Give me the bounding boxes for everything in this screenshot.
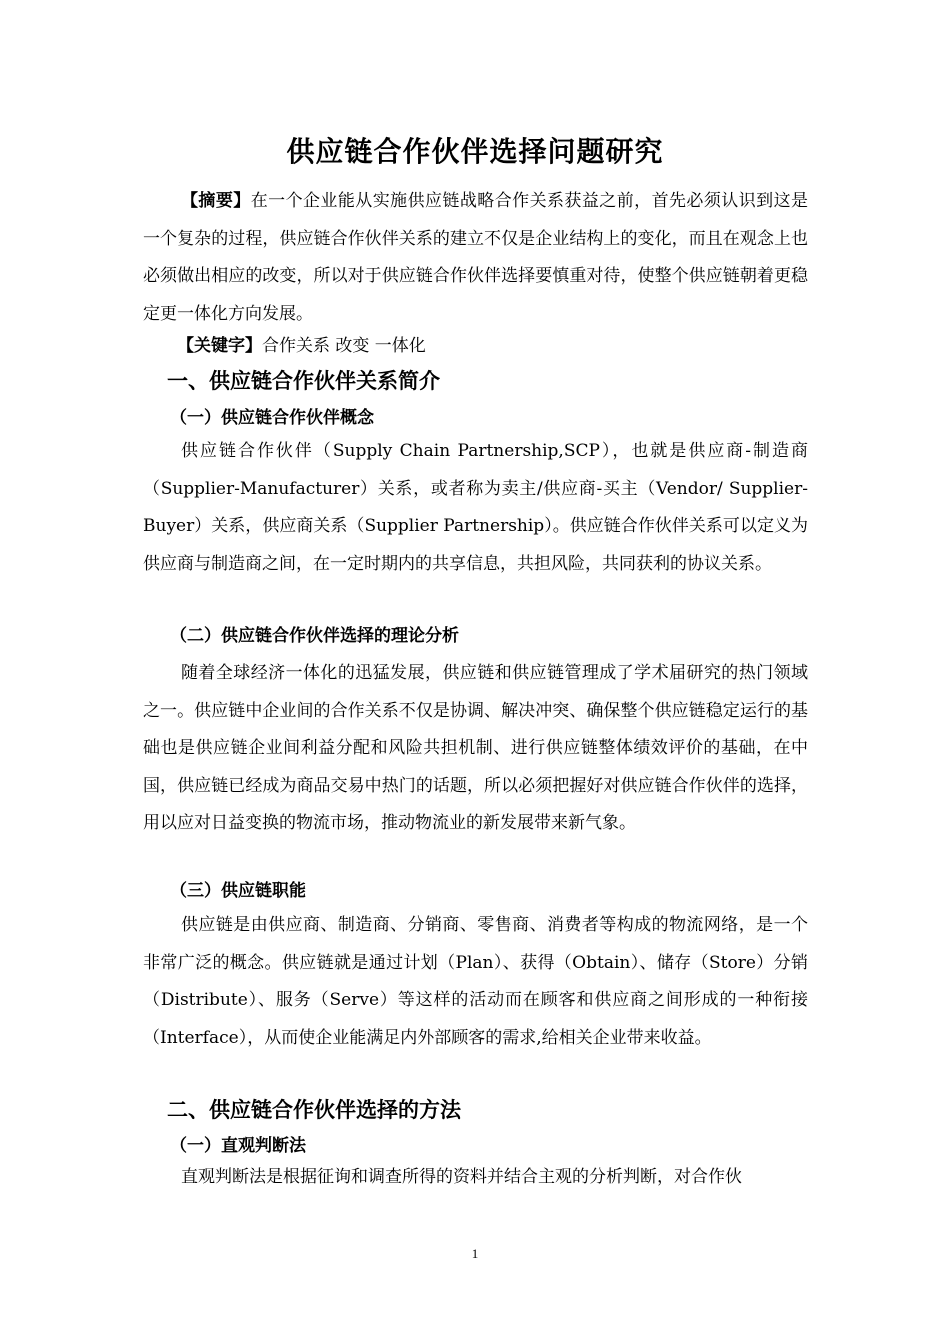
abstract-text: 在一个企业能从实施供应链战略合作关系获益之前，首先必须认识到这是一个复杂的过程，供应链合作伙伴关系的建立不仅是企业结构上的变化，而且在观念上也必须做出相应的改变，所以对于供应链合作伙伴选择要慎重对待，使整个供应链朝着更稳定更一体化方向发展。 <box>143 191 809 324</box>
keywords-text: 合作关系 改变 一体化 <box>262 336 426 356</box>
subsection-heading-1-3: （三）供应链职能 <box>170 881 306 901</box>
keywords-label: 【关键字】 <box>177 336 262 356</box>
subsection-heading-2-1: （一）直观判断法 <box>170 1136 306 1156</box>
section-heading-1: 一、供应链合作伙伴关系简介 <box>167 369 440 393</box>
paragraph-supply-chain-function: 供应链是由供应商、制造商、分销商、零售商、消费者等构成的物流网络，是一个非常广泛的概念。供应链就是通过计划（Plan）、获得（Obtain）、储存（Store）分销（Distribute）、服务（Serve）等这样的活动而在顾客和供应商之间形成的一种衔接（Interface），从而使企业能满足内外部顾客的需求,给相关企业带来收益。 <box>143 915 808 1048</box>
document-title: 供应链合作伙伴选择问题研究 <box>286 135 664 168</box>
paragraph-intuitive-method: 直观判断法是根据征询和调查所得的资料并结合主观的分析判断，对合作伙 <box>181 1167 742 1187</box>
subsection-heading-1-1: （一）供应链合作伙伴概念 <box>170 408 374 428</box>
abstract-paragraph <box>143 183 808 333</box>
paragraph-scp-concept: 供应链合作伙伴（Supply Chain Partnership,SCP），也就是供应商-制造商（Supplier-Manufacturer）关系，或者称为卖主/供应商-买主（Vendor/ Supplier-Buyer）关系，供应商关系（Supplier Partnership）。供应链合作伙伴关系可以定义为供应商与制造商之间，在一定时期内的共享信息，共担风险，共同获利的协议关系。 <box>143 441 808 574</box>
page-number: 1 <box>471 1246 479 1261</box>
paragraph-theory-analysis: 随着全球经济一体化的迅猛发展，供应链和供应链管理成了学术届研究的热门领域之一。供应链中企业间的合作关系不仅是协调、解决冲突、确保整个供应链稳定运行的基础也是供应链企业间利益分配和风险共担机制、进行供应链整体绩效评价的基础，在中国，供应链已经成为商品交易中热门的话题，所以必须把握好对供应链合作伙伴的选择，用以应对日益变换的物流市场，推动物流业的新发展带来新气象。 <box>143 663 808 833</box>
section-heading-2: 二、供应链合作伙伴选择的方法 <box>167 1098 461 1122</box>
keywords-line <box>177 331 426 361</box>
abstract-label: 【摘要】 <box>181 191 251 211</box>
subsection-heading-1-2: （二）供应链合作伙伴选择的理论分析 <box>170 626 459 646</box>
